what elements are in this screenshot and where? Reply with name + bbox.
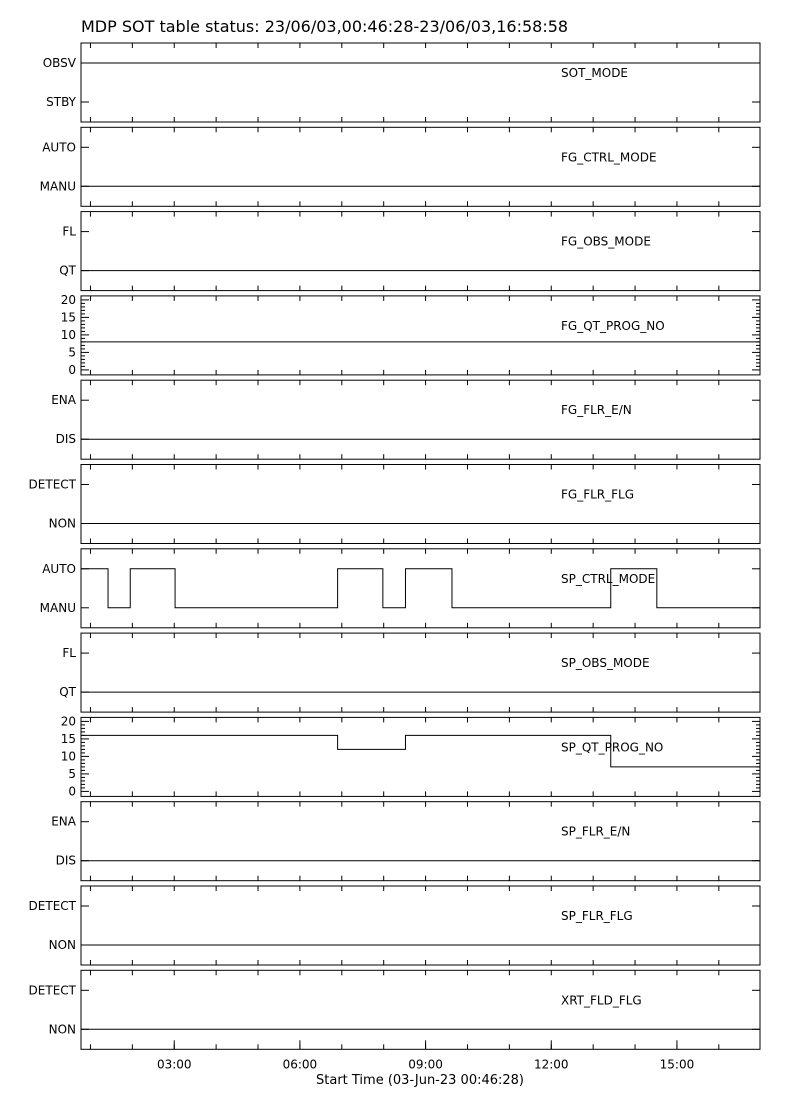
x-axis xyxy=(157,1040,694,1071)
panel-sp-obs-mode xyxy=(59,633,760,712)
panel-label: FG_QT_PROG_NO xyxy=(561,318,665,333)
panel-label: SP_OBS_MODE xyxy=(561,656,650,671)
panel-sot-mode xyxy=(43,43,760,122)
panel-frame xyxy=(81,633,760,712)
x-tick-label: 03:00 xyxy=(156,1057,192,1072)
x-tick-label: 12:00 xyxy=(533,1057,569,1072)
y-state-label: DETECT xyxy=(28,477,76,492)
y-tick-label: 15 xyxy=(60,310,76,325)
panel-frame xyxy=(81,886,760,965)
y-state-label: ENA xyxy=(51,814,76,829)
panel-label: SP_FLR_E/N xyxy=(561,824,631,839)
y-state-label: ENA xyxy=(51,393,76,408)
y-state-label: AUTO xyxy=(42,561,76,576)
panel-fg-flr-flg xyxy=(29,465,760,544)
y-tick-label: 0 xyxy=(68,784,76,799)
y-tick-label: 15 xyxy=(60,731,76,746)
panel-frame xyxy=(81,465,760,544)
panel-frame xyxy=(81,717,760,796)
panel-frame xyxy=(81,296,760,375)
y-state-label: NON xyxy=(48,1022,76,1037)
panel-label: SP_QT_PROG_NO xyxy=(561,740,664,755)
panel-label: SP_CTRL_MODE xyxy=(561,571,656,586)
panel-fg-flr-e-n xyxy=(51,380,760,459)
y-state-label: QT xyxy=(59,685,76,700)
y-state-label: MANU xyxy=(39,600,76,615)
y-state-label: DIS xyxy=(55,853,76,868)
y-tick-label: 20 xyxy=(60,714,76,729)
panel-frame xyxy=(81,127,760,206)
panel-label: XRT_FLD_FLG xyxy=(561,993,642,1008)
panel-fg-obs-mode xyxy=(59,212,760,291)
series-line-sp-ctrl-mode xyxy=(81,569,760,608)
y-state-label: DIS xyxy=(55,432,76,447)
y-tick-label: 10 xyxy=(60,327,76,342)
panel-label: SOT_MODE xyxy=(561,66,629,80)
y-state-label: FL xyxy=(62,224,76,239)
panel-fg-ctrl-mode xyxy=(40,127,760,206)
y-state-label: DETECT xyxy=(28,983,76,998)
y-tick-label: 10 xyxy=(60,749,76,764)
y-state-label: STBY xyxy=(46,95,76,109)
y-state-label: QT xyxy=(59,263,76,278)
y-tick-label: 20 xyxy=(60,292,76,307)
x-tick-label: 15:00 xyxy=(659,1057,695,1072)
x-axis-label: Start Time (03-Jun-23 00:46:28) xyxy=(316,1073,524,1088)
panel-frame xyxy=(81,802,760,881)
y-state-label: AUTO xyxy=(42,140,76,155)
panel-sp-flr-e-n xyxy=(51,802,760,881)
y-state-label: NON xyxy=(48,516,76,531)
panel-frame xyxy=(81,549,760,628)
x-tick-label: 06:00 xyxy=(282,1057,318,1072)
y-tick-label: 5 xyxy=(68,766,76,781)
panel-sp-flr-flg xyxy=(29,886,760,965)
panel-label: FG_FLR_FLG xyxy=(561,487,635,502)
chart-title: MDP SOT table status: 23/06/03,00:46:28-23/06/03,16:58:58 xyxy=(81,17,569,36)
y-state-label: FL xyxy=(62,646,76,661)
panel-sp-ctrl-mode xyxy=(40,549,760,628)
panel-label: FG_FLR_E/N xyxy=(561,403,632,418)
y-state-label: DETECT xyxy=(28,899,76,913)
panel-fg-qt-prog-no xyxy=(61,293,760,377)
panel-sp-qt-prog-no xyxy=(61,714,760,798)
panel-label: SP_FLR_FLG xyxy=(561,909,633,923)
panel-frame xyxy=(81,43,760,122)
x-tick-label: 09:00 xyxy=(408,1057,443,1072)
panel-xrt-fld-flg xyxy=(29,970,760,1049)
panel-frame xyxy=(81,380,760,459)
panel-frame xyxy=(81,970,760,1049)
y-state-label: NON xyxy=(48,938,76,952)
panel-frame xyxy=(81,212,760,291)
panel-label: FG_CTRL_MODE xyxy=(561,150,657,165)
y-state-label: OBSV xyxy=(42,56,76,70)
panels-group xyxy=(29,43,760,1049)
y-tick-label: 0 xyxy=(68,362,76,377)
y-tick-label: 5 xyxy=(68,345,76,360)
y-state-label: MANU xyxy=(39,179,76,194)
panel-label: FG_OBS_MODE xyxy=(561,234,651,249)
